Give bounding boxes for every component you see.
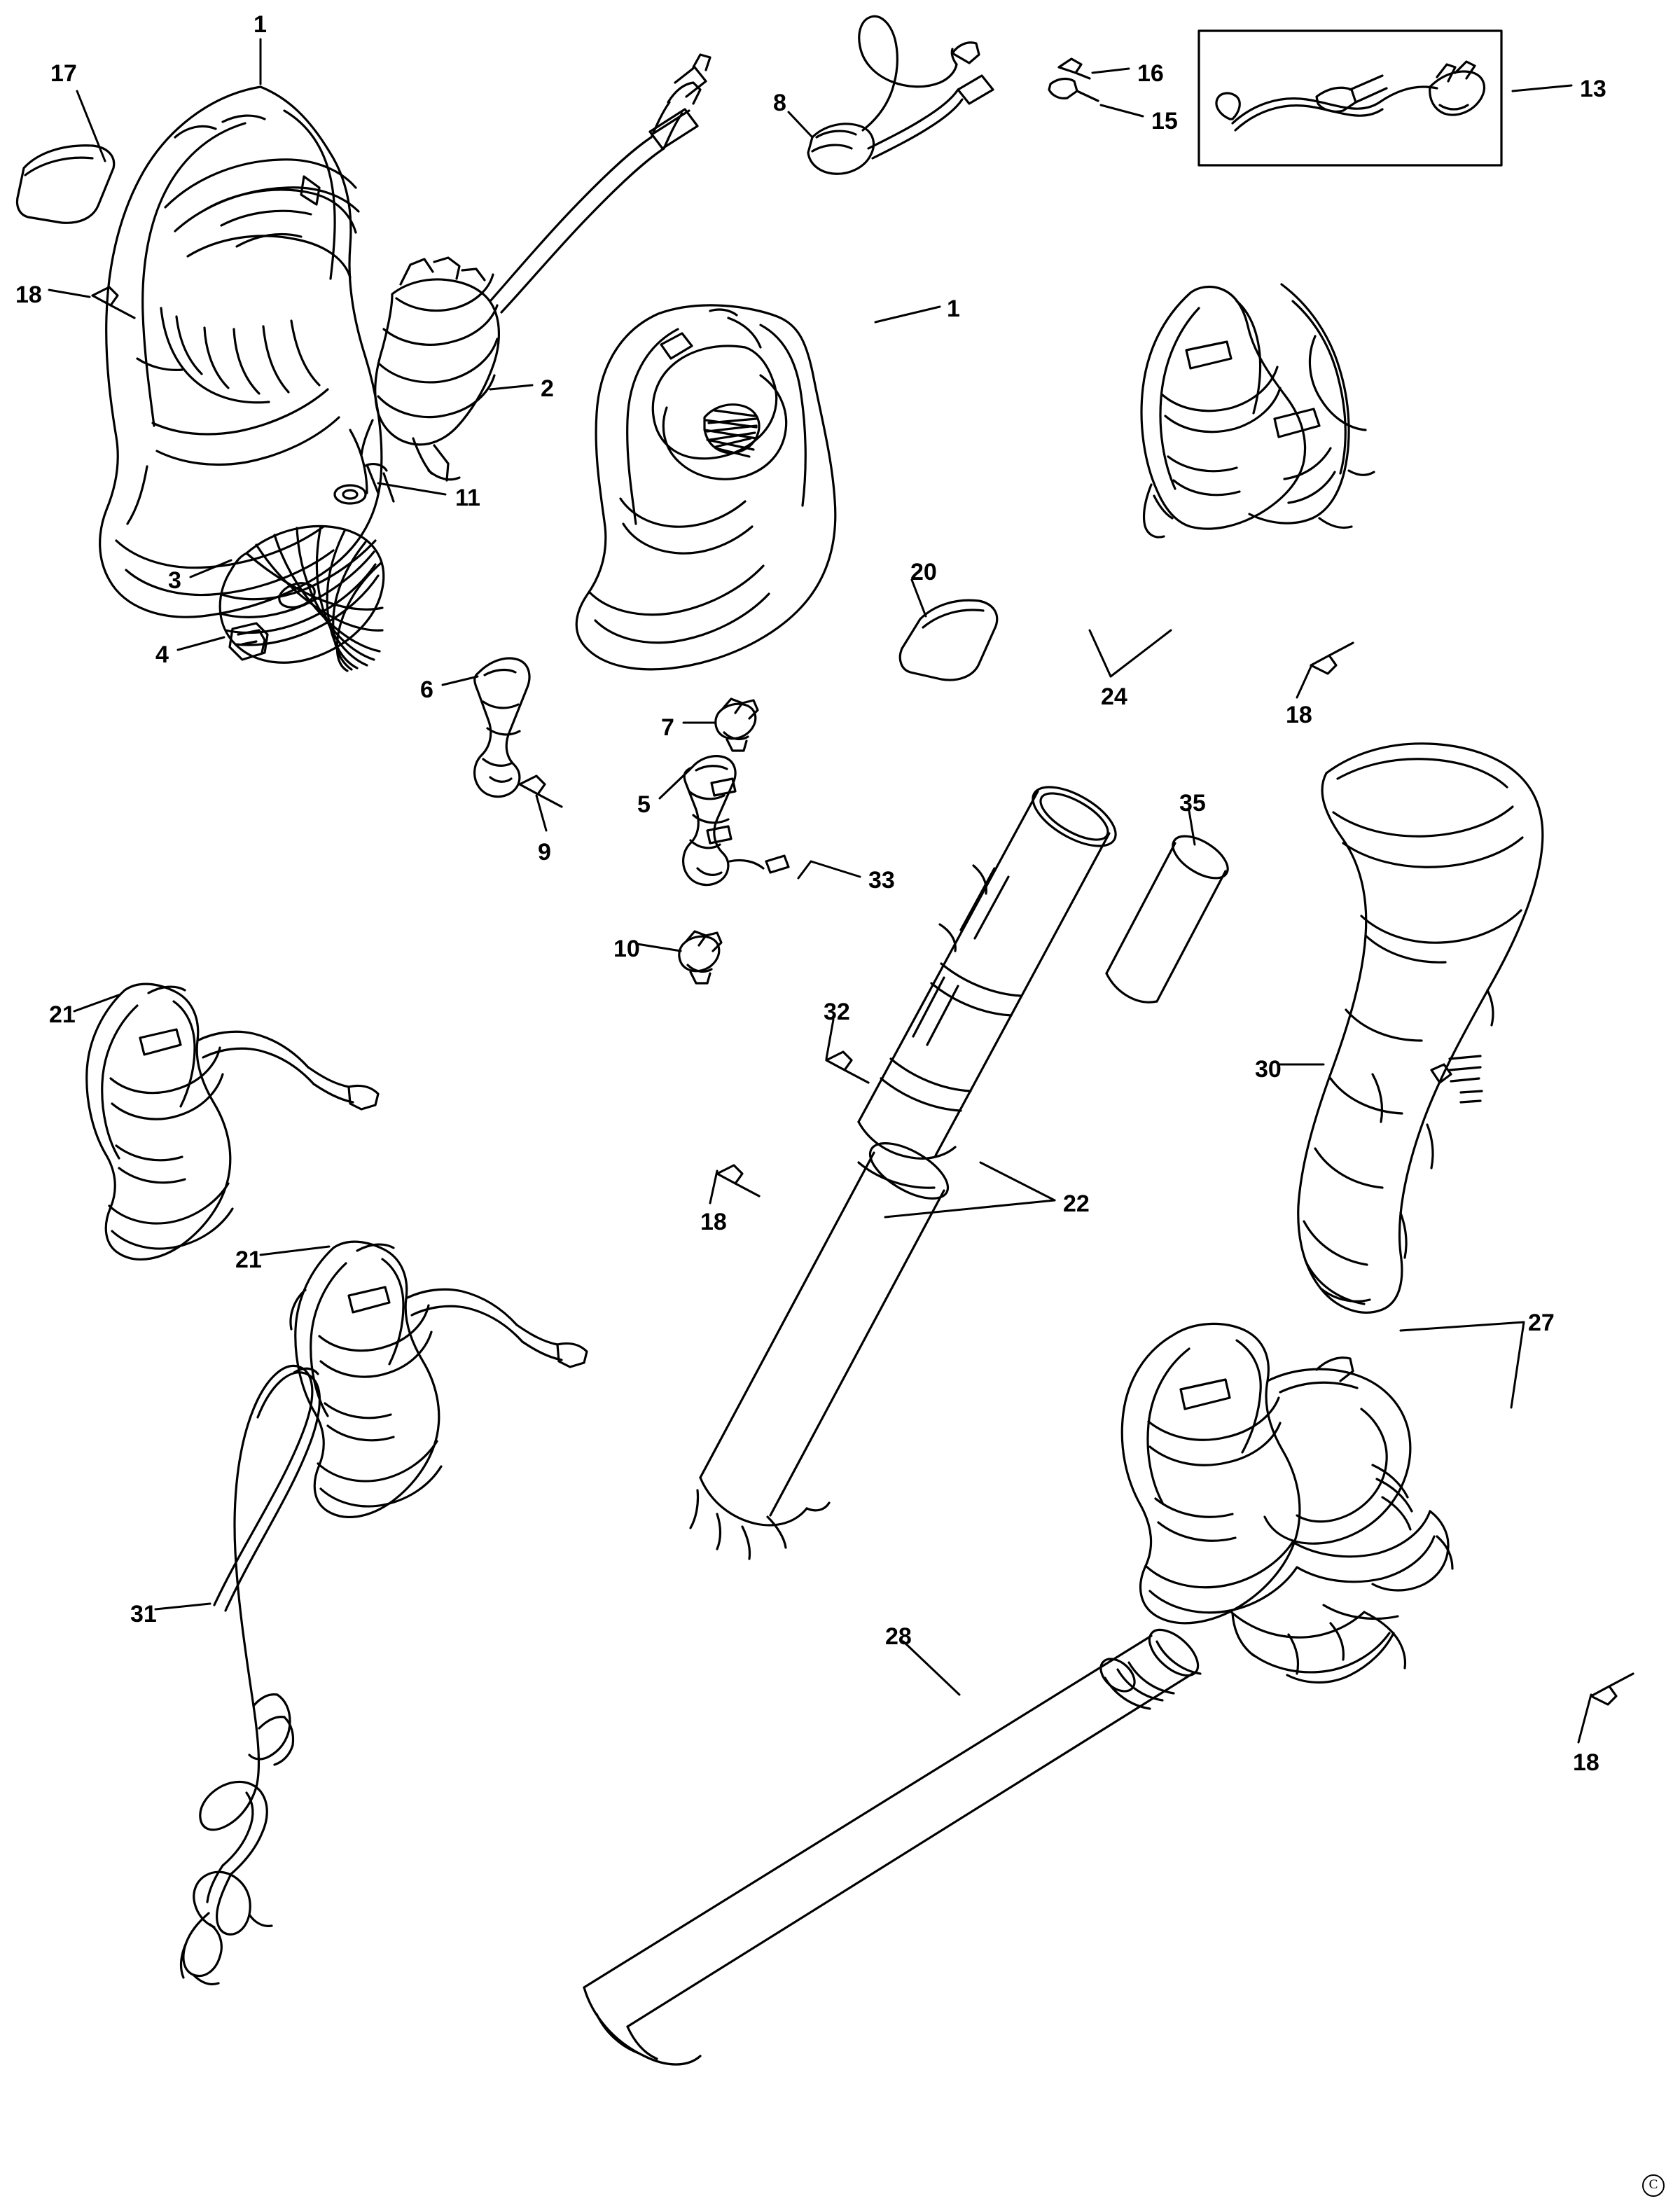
part-callout-3: 3 xyxy=(168,567,181,594)
part-callout-24: 24 xyxy=(1101,683,1127,710)
copyright-symbol: C xyxy=(1642,2174,1665,2197)
part-callout-16: 16 xyxy=(1137,60,1164,87)
part-callout-18: 18 xyxy=(700,1209,727,1235)
part-callout-17: 17 xyxy=(50,60,77,87)
part-callout-7: 7 xyxy=(661,714,674,741)
part-callout-21: 21 xyxy=(235,1247,262,1273)
part-callout-1: 1 xyxy=(254,11,267,38)
part-callout-32: 32 xyxy=(824,999,850,1025)
part-callout-18: 18 xyxy=(15,282,42,308)
part-callout-13: 13 xyxy=(1580,76,1606,102)
part-callout-1: 1 xyxy=(947,296,960,322)
part-callout-21: 21 xyxy=(49,1001,76,1028)
part-callout-20: 20 xyxy=(910,559,937,585)
copyright-mark xyxy=(1642,2172,1665,2197)
part-callout-2: 2 xyxy=(541,375,554,402)
part-callout-4: 4 xyxy=(155,641,169,668)
part-callout-22: 22 xyxy=(1063,1190,1090,1217)
part-callout-35: 35 xyxy=(1179,790,1206,817)
part-callout-10: 10 xyxy=(613,936,640,962)
part-callout-11: 11 xyxy=(455,485,480,511)
part-callout-15: 15 xyxy=(1151,108,1178,134)
part-callout-30: 30 xyxy=(1255,1056,1282,1083)
part-callout-8: 8 xyxy=(773,90,786,116)
part-callout-5: 5 xyxy=(637,791,651,818)
part-callout-18: 18 xyxy=(1286,702,1312,728)
part-callout-6: 6 xyxy=(420,676,433,703)
part-callout-18: 18 xyxy=(1573,1749,1599,1776)
part-callout-28: 28 xyxy=(885,1623,912,1650)
part-callout-9: 9 xyxy=(538,839,551,866)
part-callout-27: 27 xyxy=(1528,1310,1555,1336)
part-callout-33: 33 xyxy=(868,867,895,894)
part-callout-31: 31 xyxy=(130,1601,157,1627)
